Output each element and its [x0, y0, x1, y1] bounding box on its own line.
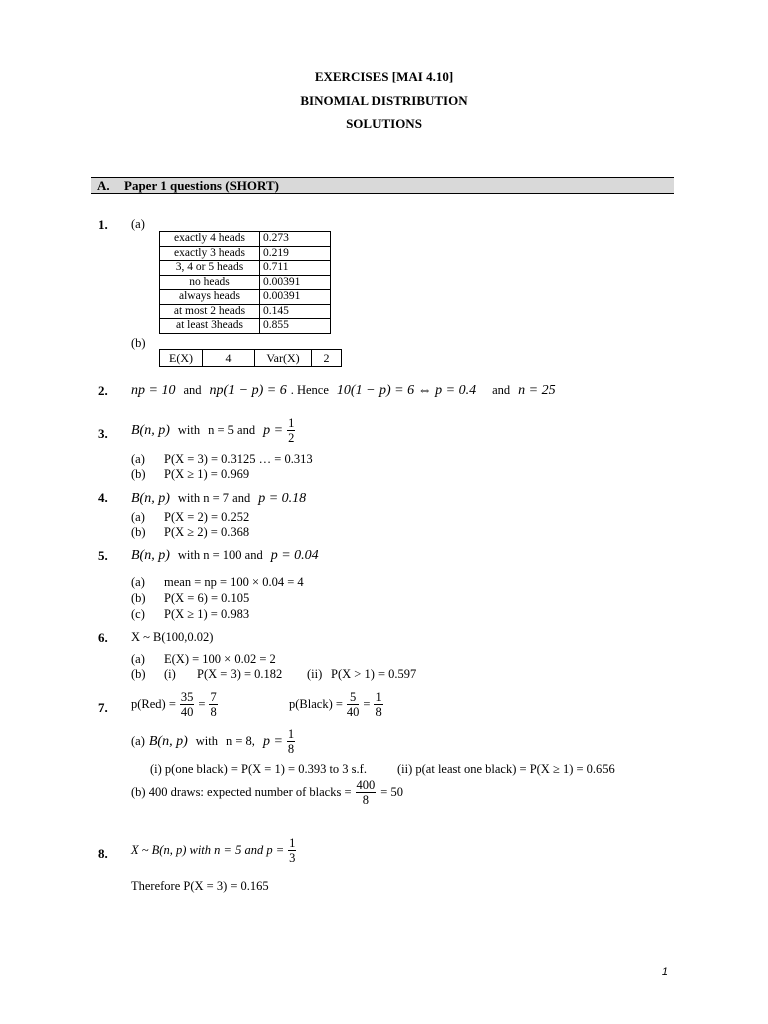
row-value: 0.855 [260, 319, 331, 334]
q6-b-label: (b) [131, 667, 146, 681]
q3-p-fraction: $\frac{1}{2}$ [288, 416, 295, 445]
section-title: Paper 1 questions (SHORT) [124, 178, 279, 193]
row-value: 0.00391 [260, 275, 331, 290]
q7-a-dist: B(n, p) [148, 734, 188, 750]
q5-a-label: (a) [131, 575, 145, 589]
q2-and: and [183, 383, 202, 397]
q7-b-line [131, 778, 403, 807]
table-row [160, 275, 331, 290]
q1-number: 1. [98, 217, 108, 232]
q3-line [131, 416, 295, 445]
q2-eq4: n = 25 [518, 383, 556, 398]
table-row [160, 304, 331, 319]
q4-b-label: (b) [131, 525, 146, 539]
q5-with: with n = 100 and [177, 548, 263, 562]
q4-number: 4. [98, 490, 108, 505]
row-label: at most 2 heads [160, 304, 260, 319]
page-number: 1 [661, 966, 668, 978]
q4-a-label: (a) [131, 510, 145, 524]
table-row [160, 246, 331, 261]
q7-b-text: (b) 400 draws: expected number of blacks = [131, 785, 352, 800]
q3-number: 3. [98, 426, 108, 441]
q7-red-label: p(Red) = [131, 697, 176, 712]
q5-line [131, 546, 319, 564]
q4-dist: B(n, p) [131, 491, 170, 506]
row-value: 0.219 [260, 246, 331, 261]
q7-a-label: (a) [131, 734, 145, 749]
q7-black-label: p(Black) = [289, 697, 343, 712]
q4-with: with n = 7 and [177, 491, 251, 505]
q7-number: 7. [98, 700, 108, 715]
row-value: 0.273 [260, 232, 331, 247]
table-row [160, 261, 331, 276]
q1-table [159, 231, 331, 334]
table-row [160, 319, 331, 334]
q2-eq1: np = 10 [131, 383, 176, 398]
q7-black-frac1: $\frac{5}{40}$ [346, 690, 360, 719]
q2-eq3: 10(1 − p) = 6 ⇔ p = 0.4 [336, 383, 477, 398]
q7-red-frac1: $\frac{35}{40}$ [180, 690, 194, 719]
q6-dist: X ~ B(100,0.02) [131, 630, 214, 644]
q6-a: E(X) = 100 × 0.02 = 2 [164, 652, 276, 666]
q7-a-n: n = 8, [226, 734, 255, 749]
q2-hence: . Hence [290, 383, 329, 397]
q6-a-label: (a) [131, 652, 145, 666]
q7-a-i: (i) p(one black) = P(X = 1) = 0.393 to 3 s.f. [150, 762, 367, 776]
doc-title: EXERCISES [MAI 4.10] [314, 69, 454, 84]
q7-b-result: = 50 [380, 785, 403, 800]
row-label: always heads [160, 290, 260, 305]
q8-result: Therefore P(X = 3) = 0.165 [131, 879, 269, 893]
q6-bi: P(X = 3) = 0.182 [197, 667, 283, 681]
q5-c-label: (c) [131, 607, 145, 621]
doc-subtitle: BINOMIAL DISTRIBUTION [300, 93, 468, 108]
q1-part-b: (b) [131, 336, 146, 350]
q6-bi-label: (i) [164, 667, 176, 681]
doc-subtitle-solutions: SOLUTIONS [346, 116, 422, 131]
q7-black-eq: = [363, 697, 371, 712]
q7-a-p-fraction: $\frac{1}{8}$ [287, 727, 295, 756]
row-value: 0.145 [260, 304, 331, 319]
q8-dist: X ~ B(n, p) with n = 5 and p = [131, 843, 285, 858]
q7-black-frac2: $\frac{1}{8}$ [375, 690, 382, 719]
q6-number: 6. [98, 630, 108, 645]
q8-number: 8. [98, 846, 108, 861]
q6-bii-label: (ii) [307, 667, 323, 681]
q3-b: P(X ≥ 1) = 0.969 [164, 467, 250, 481]
q3-p: p = [263, 423, 284, 439]
q7-black [289, 690, 383, 719]
q7-a-ii: (ii) p(at least one black) = P(X ≥ 1) = 0.656 [397, 762, 615, 776]
row-label: exactly 4 heads [160, 232, 260, 247]
ex-value: 4 [203, 350, 255, 367]
q5-a: mean = np = 100 × 0.04 = 4 [164, 575, 304, 589]
row-label: at least 3heads [160, 319, 260, 334]
q7-a-line [131, 727, 295, 756]
q2-and2: and [492, 383, 511, 397]
var-value: 2 [312, 350, 342, 367]
q7-a-p: p = [262, 734, 283, 750]
q2-number: 2. [98, 383, 108, 398]
q3-dist: B(n, p) [131, 423, 170, 439]
q3-n: n = 5 and [208, 423, 256, 438]
q3-a-label: (a) [131, 452, 145, 466]
row-value: 0.00391 [260, 290, 331, 305]
section-letter: A. [97, 178, 110, 193]
row-label: 3, 4 or 5 heads [160, 261, 260, 276]
q7-b-fraction: $\frac{400}{8}$ [356, 778, 376, 807]
q4-line [131, 489, 306, 507]
q7-a-with: with [195, 734, 218, 749]
var-label: Var(X) [255, 350, 312, 367]
row-label: exactly 3 heads [160, 246, 260, 261]
q5-b: P(X = 6) = 0.105 [164, 591, 250, 605]
q5-b-label: (b) [131, 591, 146, 605]
q5-dist: B(n, p) [131, 548, 170, 563]
row-label: no heads [160, 275, 260, 290]
table-row [160, 232, 331, 247]
q7-red-frac2: $\frac{7}{8}$ [210, 690, 217, 719]
q8-p-fraction: $\frac{1}{3}$ [289, 836, 296, 865]
q4-b: P(X ≥ 2) = 0.368 [164, 525, 250, 539]
q7-red [131, 690, 218, 719]
q4-p: p = 0.18 [258, 491, 307, 506]
q1-part-a: (a) [131, 217, 145, 231]
q5-c: P(X ≥ 1) = 0.983 [164, 607, 250, 621]
row-value: 0.711 [260, 261, 331, 276]
q3-b-label: (b) [131, 467, 146, 481]
q6-bii: P(X > 1) = 0.597 [331, 667, 417, 681]
q7-red-eq: = [198, 697, 206, 712]
q4-a: P(X = 2) = 0.252 [164, 510, 250, 524]
q5-number: 5. [98, 548, 108, 563]
section-header-bar [91, 177, 674, 194]
table-row [160, 290, 331, 305]
q5-p: p = 0.04 [270, 548, 319, 563]
q2-eq2: np(1 − p) = 6 [209, 383, 287, 398]
q3-with: with [177, 423, 201, 438]
q3-a: P(X = 3) = 0.3125 … = 0.313 [164, 452, 313, 466]
q2-line [131, 381, 556, 399]
q1-expectation-table [159, 349, 342, 367]
ex-label: E(X) [160, 350, 203, 367]
q8-line [131, 836, 296, 865]
